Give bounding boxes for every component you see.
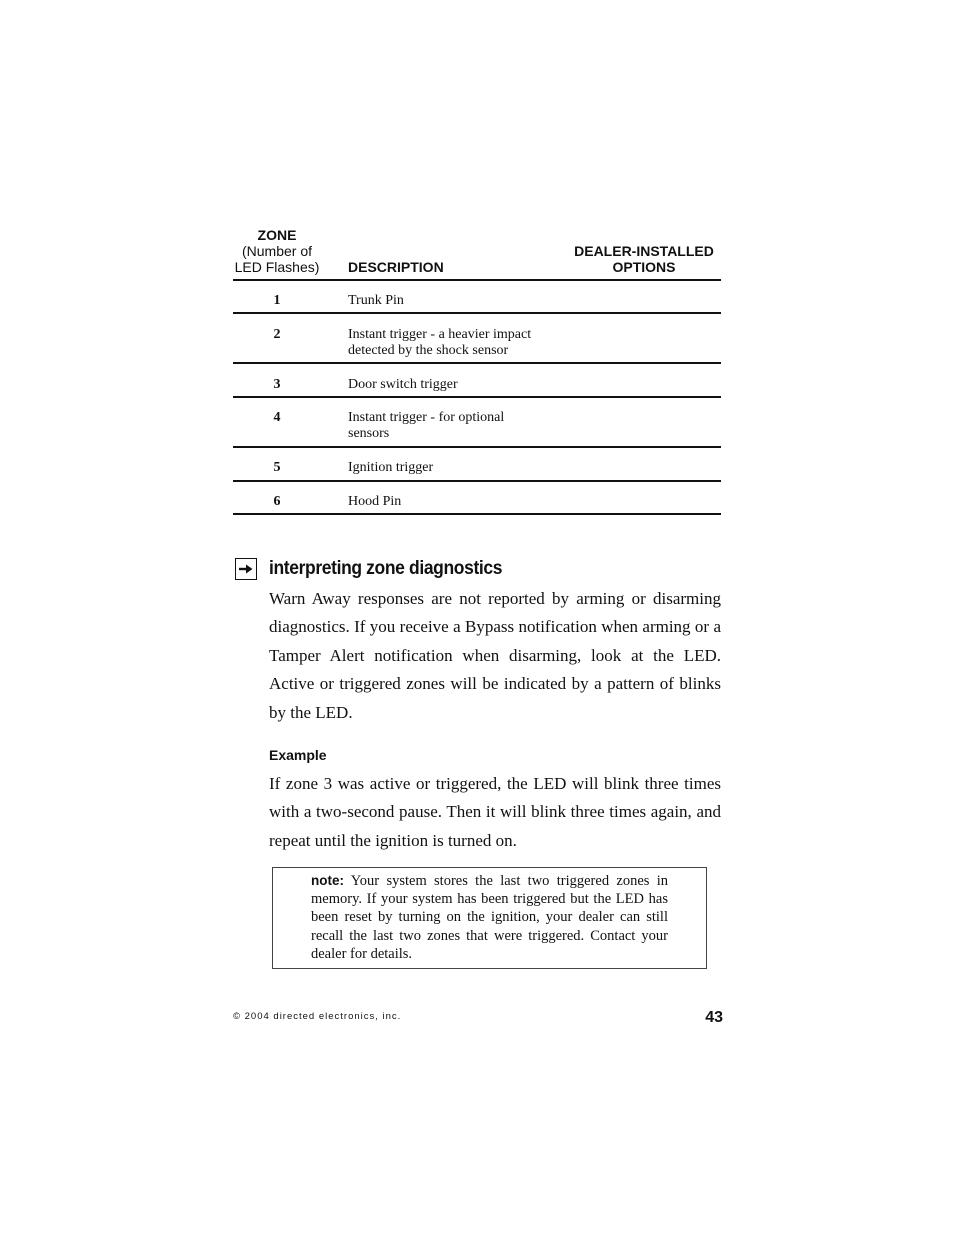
description-column-header: DESCRIPTION: [348, 259, 444, 275]
zone-number: 2: [273, 327, 281, 342]
zone-number: 6: [273, 494, 281, 509]
note-text: Your system stores the last two triggered zones in memory. If your system has been triggered but the LED has been reset by turning on the ignition, your dealer can still recall the last two zones that were triggered. Contact your dealer for details.: [311, 873, 668, 962]
zone-number: 1: [273, 293, 281, 308]
zone-column-header: [232, 227, 322, 275]
zone-description: Instant trigger - a heavier impact detected by the shock sensor: [348, 327, 532, 358]
table-divider: [233, 480, 721, 482]
zone-number: 5: [273, 460, 281, 475]
right-arrow-icon: [235, 558, 257, 580]
page-number: 43: [705, 1009, 723, 1026]
diagnostics-paragraph: Warn Away responses are not reported by arming or disarming diagnostics. If you receive a Bypass notification when arming or a Tamper Alert notification when disarming, look at the LED. Active or triggered zones will be indicated by a pattern of blinks by the LED.: [269, 589, 721, 722]
zone-description: Ignition trigger: [348, 460, 434, 475]
copyright-footer: © 2004 directed electronics, inc.: [233, 1011, 402, 1022]
table-divider: [233, 513, 721, 515]
table-divider: [233, 279, 721, 281]
zone-number: 4: [273, 410, 281, 425]
example-label: Example: [269, 747, 327, 763]
note-box: [272, 867, 707, 969]
zone-header-title: ZONE: [257, 227, 297, 243]
zone-header-sub-1: (Number of: [241, 243, 313, 259]
options-header-line-2: OPTIONS: [612, 259, 676, 275]
note-content: [311, 872, 668, 963]
example-paragraph: If zone 3 was active or triggered, the LED will blink three times with a two-second pause. Then it will blink three times again, and repeat until the ignition is turned on.: [269, 774, 721, 850]
zone-description: Instant trigger - for optional sensors: [348, 410, 505, 441]
section-heading: interpreting zone diagnostics: [269, 558, 503, 579]
options-column-header: [566, 243, 722, 275]
options-header-line-1: DEALER-INSTALLED: [574, 243, 714, 259]
zone-description: Hood Pin: [348, 494, 402, 509]
zone-number: 3: [273, 377, 281, 392]
table-divider: [233, 362, 721, 364]
table-divider: [233, 446, 721, 448]
table-divider: [233, 312, 721, 314]
zone-header-sub-2: LED Flashes): [234, 259, 320, 275]
note-label: note:: [311, 873, 344, 888]
zone-description: Trunk Pin: [348, 293, 404, 308]
zone-description: Door switch trigger: [348, 377, 458, 392]
table-divider: [233, 396, 721, 398]
